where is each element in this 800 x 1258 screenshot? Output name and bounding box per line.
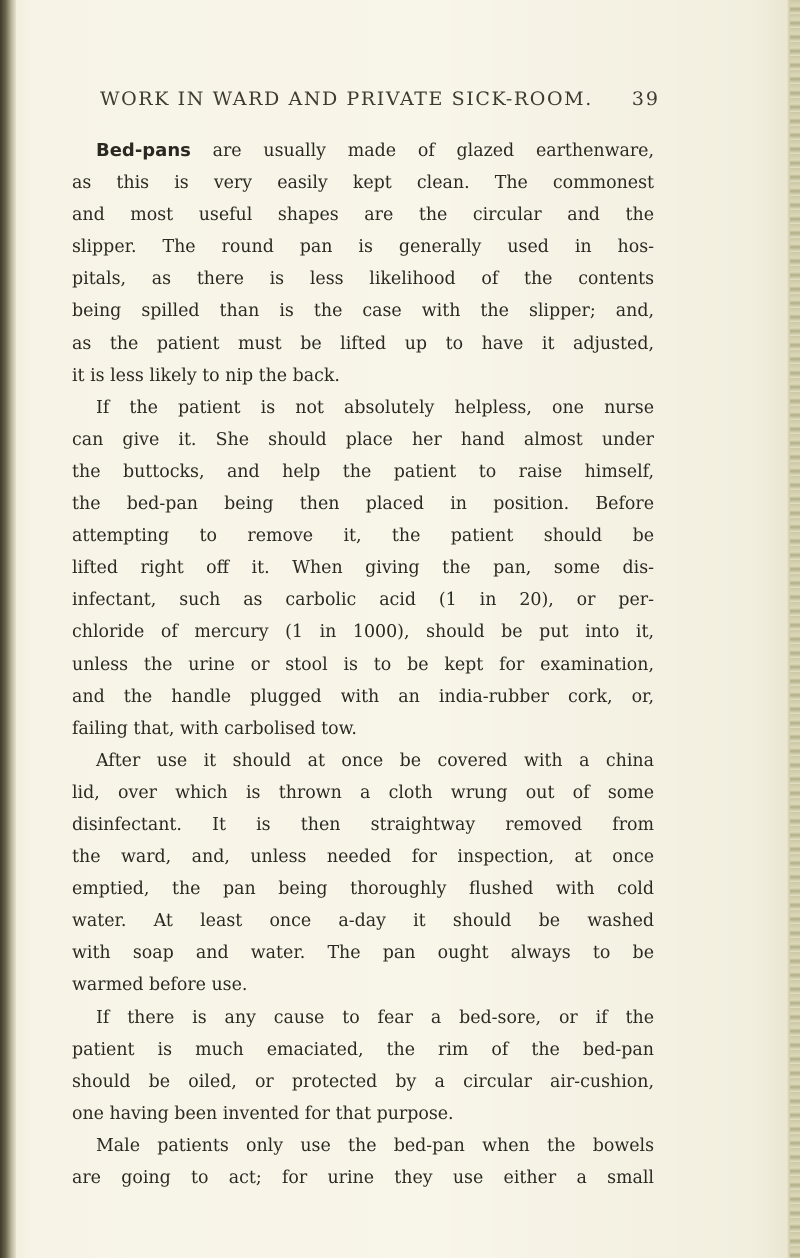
- text-line: should be oiled, or protected by a circular air-cushion,: [72, 1071, 654, 1092]
- text-line: slipper. The round pan is generally used in hos-: [72, 237, 654, 258]
- text-line: and most useful shapes are the circular and the: [72, 205, 654, 226]
- page-gutter-shadow: [0, 0, 16, 1258]
- text-line: as the patient must be lifted up to have it adjusted,: [72, 333, 654, 354]
- text-line: chloride of mercury (1 in 1000), should be put into it,: [72, 622, 654, 643]
- text-line: the ward, and, unless needed for inspection, at once: [72, 847, 654, 868]
- text-line: disinfectant. It is then straightway removed from: [72, 814, 654, 835]
- text-line: failing that, with carbolised tow.: [72, 718, 357, 739]
- text-line: emptied, the pan being thoroughly flushed with cold: [72, 879, 654, 900]
- running-head-title: WORK IN WARD AND PRIVATE SICK-ROOM.: [100, 88, 593, 110]
- text-line: After use it should at once be covered with a china: [96, 750, 654, 771]
- text-line: can give it. She should place her hand almost under: [72, 429, 654, 450]
- text-line: with soap and water. The pan ought always to be: [72, 943, 654, 964]
- text-line: it is less likely to nip the back.: [72, 365, 340, 386]
- running-header: [100, 88, 660, 118]
- text-line: and the handle plugged with an india-rubber cork, or,: [72, 686, 654, 707]
- text-line: Bed-pans are usually made of glazed earthenware,: [96, 140, 654, 161]
- text-line: pitals, as there is less likelihood of the contents: [72, 269, 654, 290]
- lead-term: Bed-pans: [96, 140, 191, 161]
- text-line: If there is any cause to fear a bed-sore, or if the: [96, 1007, 654, 1028]
- text-line: Male patients only use the bed-pan when the bowels: [96, 1135, 654, 1156]
- text-line: patient is much emaciated, the rim of the bed-pan: [72, 1039, 654, 1060]
- text-line: are going to act; for urine they use either a small: [72, 1168, 654, 1188]
- text-line: lid, over which is thrown a cloth wrung out of some: [72, 782, 654, 803]
- text-line: warmed before use.: [72, 975, 248, 996]
- text-line: If the patient is not absolutely helpless, one nurse: [96, 397, 654, 418]
- text-line: lifted right off it. When giving the pan, some dis-: [72, 558, 654, 579]
- text-line: the bed-pan being then placed in position. Before: [72, 494, 654, 515]
- text-line: one having been invented for that purpose.: [72, 1103, 454, 1124]
- text-line: infectant, such as carbolic acid (1 in 20), or per-: [72, 590, 654, 611]
- text-line: attempting to remove it, the patient should be: [72, 526, 654, 547]
- page-edge-right: [790, 0, 800, 1258]
- text-line: being spilled than is the case with the slipper; and,: [72, 301, 654, 322]
- text-line: water. At least once a-day it should be washed: [72, 911, 654, 932]
- text-line: the buttocks, and help the patient to raise himself,: [72, 461, 654, 482]
- text-line: unless the urine or stool is to be kept for examination,: [72, 654, 654, 675]
- text-line: as this is very easily kept clean. The commonest: [72, 173, 654, 194]
- body-text: [72, 135, 654, 1194]
- page-number: 39: [631, 88, 660, 110]
